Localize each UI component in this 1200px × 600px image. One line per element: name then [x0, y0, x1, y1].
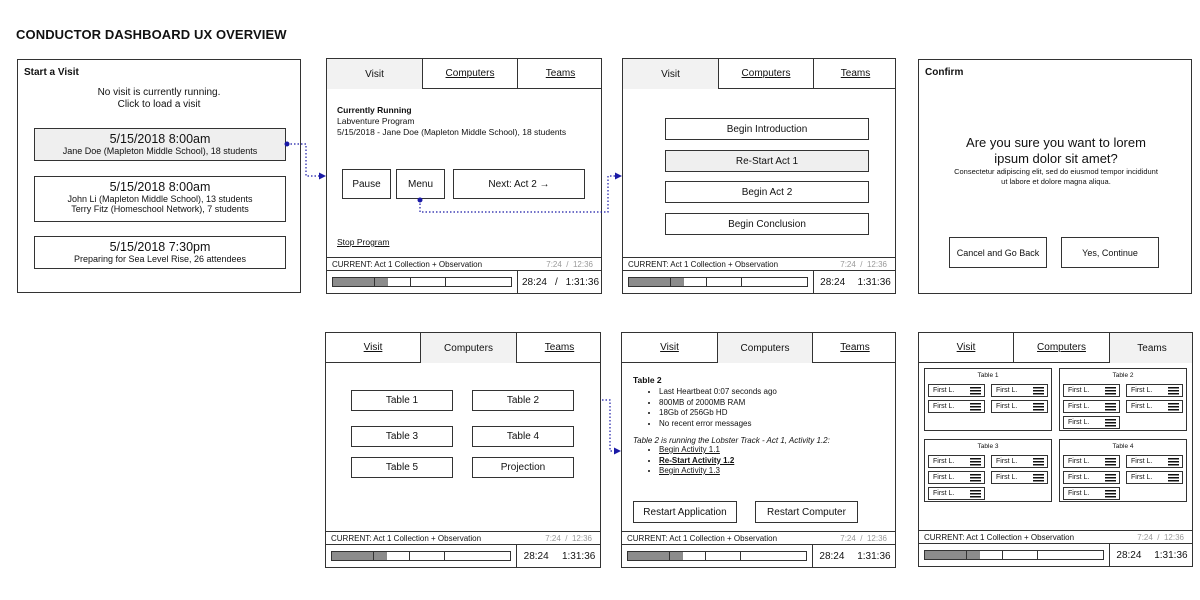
elapsed-time: 28:24: [820, 276, 846, 288]
seat-name: First L.: [1068, 474, 1090, 481]
seat-name: First L.: [1068, 403, 1090, 410]
no-visit-hint: No visit is currently running.: [97, 87, 221, 98]
progress-segment: [373, 552, 374, 560]
seat-name: First L.: [933, 490, 955, 497]
team-seat[interactable]: [928, 384, 985, 397]
team-seat[interactable]: [991, 384, 1048, 397]
act-total: 12:36: [866, 534, 887, 543]
progress-bar: [331, 551, 511, 561]
separator: /: [860, 260, 863, 269]
status-bar: [623, 257, 895, 271]
ram-stat: • 800MB of 2000MB RAM: [659, 398, 891, 409]
visit-line: Preparing for Sea Level Rise, 26 attendees: [73, 254, 247, 264]
disk-stat: • 18Gb of 256Gb HD: [659, 408, 891, 419]
visit-datetime: 5/15/2018 8:00am: [109, 132, 211, 146]
team-seat[interactable]: [1063, 487, 1120, 500]
drag-handle-icon[interactable]: [1105, 458, 1116, 466]
drag-handle-icon[interactable]: [1033, 474, 1044, 482]
visit-card[interactable]: [34, 176, 286, 222]
team-seat[interactable]: [1063, 455, 1120, 468]
time-readout: [516, 545, 601, 567]
visit-details: 5/15/2018 - Jane Doe (Mapleton Middle School), 18 students: [337, 127, 567, 137]
team-seat[interactable]: [1126, 384, 1183, 397]
visit-line: Jane Doe (Mapleton Middle School), 18 students: [62, 146, 258, 156]
act-elapsed: 7:24: [840, 260, 856, 269]
tab-visit[interactable]: Visit: [622, 333, 718, 363]
elapsed-time: 28:24: [819, 550, 845, 562]
status-bar: [327, 257, 601, 271]
begin-introduction-button[interactable]: Begin Introduction: [665, 118, 869, 140]
status-bar: [919, 530, 1192, 544]
total-time: 1:31:36: [565, 276, 600, 288]
drag-handle-icon[interactable]: [970, 458, 981, 466]
computers-frame: [325, 332, 601, 568]
visit-datetime: 5/15/2018 7:30pm: [109, 240, 211, 254]
visit-line: Terry Fitz (Homeschool Network), 7 students: [71, 204, 249, 214]
current-act: CURRENT: Act 1 Collection + Observation: [331, 534, 482, 543]
total-time: 1:31:36: [561, 550, 596, 562]
progress-segment: [445, 278, 446, 286]
progress-fill: [332, 552, 387, 560]
progress-row: [326, 545, 600, 567]
team-seat[interactable]: [928, 471, 985, 484]
team-table-label: Table 3: [977, 443, 999, 450]
frame-title: Confirm: [925, 67, 964, 78]
seat-name: First L.: [1068, 490, 1090, 497]
act-total: 12:36: [1163, 533, 1184, 542]
team-seat[interactable]: [1063, 384, 1120, 397]
seat-name: First L.: [996, 403, 1018, 410]
drag-handle-icon[interactable]: [1105, 419, 1116, 427]
visit-line: John Li (Mapleton Middle School), 13 students: [67, 194, 253, 204]
team-table: [924, 368, 1052, 431]
total-time: 1:31:36: [857, 550, 891, 562]
table-4-button[interactable]: Table 4: [472, 426, 574, 447]
seat-name: First L.: [1068, 387, 1090, 394]
error-stat: • No recent error messages: [659, 419, 891, 430]
act-elapsed: 7:24: [1137, 533, 1153, 542]
act-total: 12:36: [572, 260, 593, 269]
next-act-button[interactable]: Next: Act 2 →: [453, 169, 585, 199]
activity-list: [633, 445, 891, 477]
progress-segment: [444, 552, 445, 560]
page-title: CONDUCTOR DASHBOARD UX OVERVIEW: [16, 27, 287, 42]
drag-handle-icon[interactable]: [1105, 403, 1116, 411]
progress-segment: [670, 278, 671, 286]
projection-button[interactable]: Projection: [472, 457, 574, 478]
drag-handle-icon[interactable]: [1033, 458, 1044, 466]
confirm-body: Consectetur adipiscing elit, sed do eiusmod tempor incididunt ut labore et dolore magna aliqua.: [954, 167, 1158, 186]
seat-name: First L.: [1131, 474, 1153, 481]
tab-computers[interactable]: Computers: [719, 59, 814, 89]
activity-link[interactable]: • Begin Activity 1.3: [659, 466, 891, 477]
running-frame: [326, 58, 602, 294]
drag-handle-icon[interactable]: [970, 403, 981, 411]
tab-bar: [919, 333, 1192, 363]
tab-computers[interactable]: Computers: [1014, 333, 1110, 363]
separator: /: [860, 534, 863, 543]
team-seat[interactable]: [928, 487, 985, 500]
progress-segment: [1002, 551, 1003, 559]
start-visit-frame: [17, 59, 301, 293]
visit-card[interactable]: [34, 236, 286, 269]
current-act: CURRENT: Act 1 Collection + Observation: [628, 260, 779, 269]
seat-name: First L.: [933, 474, 955, 481]
team-seat[interactable]: [1063, 416, 1120, 429]
team-table-label: Table 4: [1112, 443, 1134, 450]
team-seat[interactable]: [1126, 400, 1183, 413]
team-seat[interactable]: [991, 471, 1048, 484]
progress-fill: [925, 551, 980, 559]
confirm-question: Are you sure you want to lorem ipsum dolor sit amet?: [966, 135, 1146, 166]
separator: /: [566, 260, 569, 269]
seat-name: First L.: [1131, 403, 1153, 410]
progress-bar: [627, 551, 807, 561]
restart-application-button[interactable]: Restart Application: [633, 501, 737, 523]
team-table-label: Table 2: [1112, 372, 1134, 379]
tab-visit[interactable]: Visit: [919, 333, 1014, 363]
pause-button[interactable]: Pause: [342, 169, 391, 199]
progress-segment: [740, 552, 741, 560]
tab-computers[interactable]: Computers: [423, 59, 518, 89]
menu-frame: [622, 58, 896, 294]
act-elapsed: 7:24: [840, 534, 856, 543]
progress-segment: [374, 278, 375, 286]
elapsed-time: 28:24: [521, 276, 547, 288]
tab-teams[interactable]: Teams: [518, 59, 602, 89]
elapsed-time: 28:24: [523, 550, 549, 562]
team-table: [1059, 439, 1187, 502]
tab-teams[interactable]: Teams: [813, 333, 896, 363]
drag-handle-icon[interactable]: [1033, 403, 1044, 411]
progress-segment: [1037, 551, 1038, 559]
act-elapsed: 7:24: [546, 260, 562, 269]
drag-handle-icon[interactable]: [1168, 387, 1179, 395]
team-seat[interactable]: [928, 400, 985, 413]
team-seat[interactable]: [1126, 471, 1183, 484]
drag-handle-icon[interactable]: [1105, 490, 1116, 498]
teams-frame: [918, 332, 1193, 567]
separator: /: [554, 276, 558, 288]
progress-segment: [706, 278, 707, 286]
tab-visit[interactable]: Visit: [327, 59, 423, 89]
progress-row: [919, 544, 1192, 566]
visit-card[interactable]: [34, 128, 286, 161]
total-time: 1:31:36: [857, 276, 891, 288]
drag-handle-icon[interactable]: [1168, 403, 1179, 411]
tab-visit[interactable]: Visit: [326, 333, 421, 363]
separator: /: [1157, 533, 1160, 542]
progress-segment: [705, 552, 706, 560]
tab-bar: [327, 59, 601, 89]
progress-segment: [410, 278, 411, 286]
team-seat[interactable]: [928, 455, 985, 468]
drag-handle-icon[interactable]: [970, 474, 981, 482]
progress-bar: [332, 277, 512, 287]
time-readout: [517, 271, 602, 293]
tab-bar: [623, 59, 895, 89]
progress-segment: [966, 551, 967, 559]
drag-handle-icon[interactable]: [970, 490, 981, 498]
progress-segment: [669, 552, 670, 560]
program-name: Labventure Program: [337, 116, 415, 126]
visit-datetime: 5/15/2018 8:00am: [109, 180, 211, 194]
time-readout: [812, 545, 896, 567]
seat-name: First L.: [933, 403, 955, 410]
current-act: CURRENT: Act 1 Collection + Observation: [332, 260, 483, 269]
total-time: 1:31:36: [1154, 549, 1188, 561]
menu-button[interactable]: Menu: [396, 169, 445, 199]
cancel-button[interactable]: Cancel and Go Back: [949, 237, 1047, 268]
status-bar: [326, 531, 600, 545]
team-seat[interactable]: [991, 400, 1048, 413]
team-table: [924, 439, 1052, 502]
activity-link[interactable]: • Re-Start Activity 1.2: [659, 456, 891, 467]
seat-name: First L.: [1068, 419, 1090, 426]
progress-row: [327, 271, 601, 293]
table-title: Table 2: [633, 375, 662, 385]
progress-fill: [628, 552, 683, 560]
drag-handle-icon[interactable]: [1168, 474, 1179, 482]
time-readout: [813, 271, 896, 293]
click-hint: Click to load a visit: [117, 99, 201, 110]
elapsed-time: 28:24: [1116, 549, 1142, 561]
progress-bar: [924, 550, 1104, 560]
running-heading: Currently Running: [337, 105, 412, 115]
restart-act-button[interactable]: Re-Start Act 1: [665, 150, 869, 172]
team-table-label: Table 1: [977, 372, 999, 379]
table-stats: [633, 387, 891, 429]
separator: /: [565, 534, 568, 543]
team-seat[interactable]: [1063, 400, 1120, 413]
act-total: 12:36: [571, 534, 592, 543]
heartbeat-stat: • Last Heartbeat 0:07 seconds ago: [659, 387, 891, 398]
table-1-button[interactable]: Table 1: [351, 390, 453, 411]
tab-teams[interactable]: Teams: [1110, 333, 1193, 363]
drag-handle-icon[interactable]: [1168, 458, 1179, 466]
tab-computers[interactable]: Computers: [718, 333, 813, 363]
seat-name: First L.: [1131, 458, 1153, 465]
table-detail-frame: [621, 332, 896, 568]
current-act: CURRENT: Act 1 Collection + Observation: [627, 534, 778, 543]
table-3-button[interactable]: Table 3: [351, 426, 453, 447]
frame-title: Start a Visit: [24, 67, 79, 78]
table-5-button[interactable]: Table 5: [351, 457, 453, 478]
seat-name: First L.: [996, 458, 1018, 465]
act-elapsed: 7:24: [545, 534, 561, 543]
team-table: [1059, 368, 1187, 431]
progress-fill: [629, 278, 684, 286]
team-seat[interactable]: [991, 455, 1048, 468]
drag-handle-icon[interactable]: [970, 387, 981, 395]
seat-name: First L.: [1131, 387, 1153, 394]
drag-handle-icon[interactable]: [1105, 474, 1116, 482]
running-note: Table 2 is running the Lobster Track - Act 1, Activity 1.2:: [633, 436, 830, 445]
drag-handle-icon[interactable]: [1105, 387, 1116, 395]
progress-segment: [741, 278, 742, 286]
tab-computers[interactable]: Computers: [421, 333, 517, 363]
tab-bar: [622, 333, 895, 363]
tab-teams[interactable]: Teams: [814, 59, 896, 89]
tab-visit[interactable]: Visit: [623, 59, 719, 89]
seat-name: First L.: [933, 387, 955, 394]
progress-row: [623, 271, 895, 293]
begin-act-2-button[interactable]: Begin Act 2: [665, 181, 869, 203]
seat-name: First L.: [996, 474, 1018, 481]
progress-bar: [628, 277, 808, 287]
tab-teams[interactable]: Teams: [517, 333, 601, 363]
progress-row: [622, 545, 895, 567]
drag-handle-icon[interactable]: [1033, 387, 1044, 395]
progress-fill: [333, 278, 388, 286]
begin-conclusion-button[interactable]: Begin Conclusion: [665, 213, 869, 235]
restart-computer-button[interactable]: Restart Computer: [755, 501, 858, 523]
status-bar: [622, 531, 895, 545]
tab-bar: [326, 333, 600, 363]
team-seat[interactable]: [1126, 455, 1183, 468]
confirm-frame: [918, 59, 1192, 294]
current-act: CURRENT: Act 1 Collection + Observation: [924, 533, 1075, 542]
continue-button[interactable]: Yes, Continue: [1061, 237, 1159, 268]
progress-segment: [409, 552, 410, 560]
time-readout: [1109, 544, 1193, 566]
seat-name: First L.: [996, 387, 1018, 394]
stop-program-link[interactable]: Stop Program: [337, 237, 390, 247]
seat-name: First L.: [933, 458, 955, 465]
activity-link[interactable]: • Begin Activity 1.1: [659, 445, 891, 456]
seat-name: First L.: [1068, 458, 1090, 465]
team-seat[interactable]: [1063, 471, 1120, 484]
act-total: 12:36: [866, 260, 887, 269]
table-2-button[interactable]: Table 2: [472, 390, 574, 411]
